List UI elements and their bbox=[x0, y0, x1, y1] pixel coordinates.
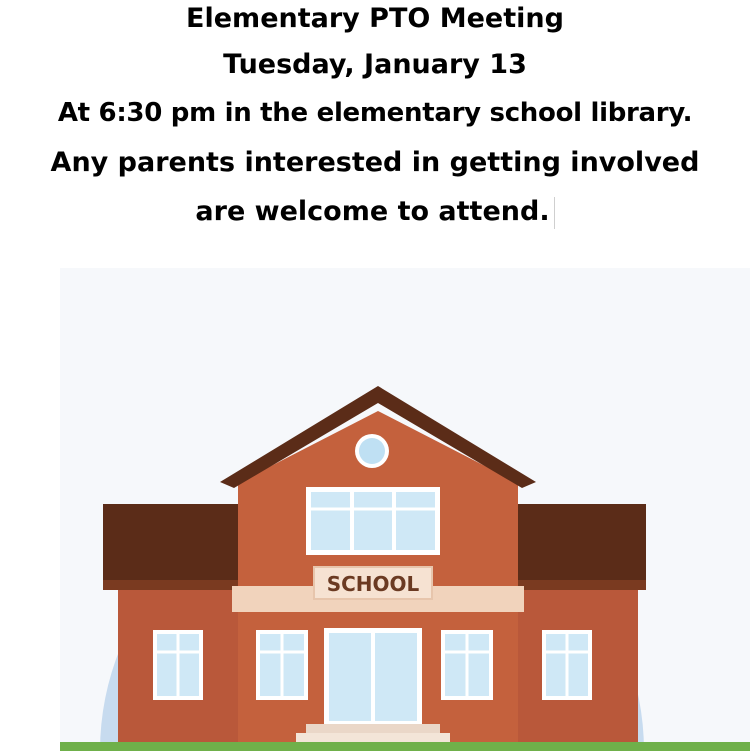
right-wing-roof bbox=[510, 504, 646, 586]
flyer-text bbox=[0, 0, 750, 236]
grass bbox=[60, 742, 750, 751]
flyer-date: Tuesday, January 13 bbox=[223, 49, 527, 80]
left-wing-roof bbox=[103, 504, 246, 586]
school-illustration bbox=[60, 268, 750, 751]
school-sign-label: SCHOOL bbox=[326, 572, 420, 596]
school-building-icon bbox=[60, 268, 750, 751]
flyer-title: Elementary PTO Meeting bbox=[186, 3, 564, 34]
flyer-welcome: are welcome to attend. bbox=[195, 196, 550, 227]
flyer-invitation: Any parents interested in getting involved bbox=[50, 147, 700, 178]
step-2 bbox=[296, 733, 450, 742]
flyer-time-location: At 6:30 pm in the elementary school library. bbox=[57, 98, 693, 128]
text-cursor bbox=[554, 197, 555, 229]
step-1 bbox=[306, 724, 440, 733]
